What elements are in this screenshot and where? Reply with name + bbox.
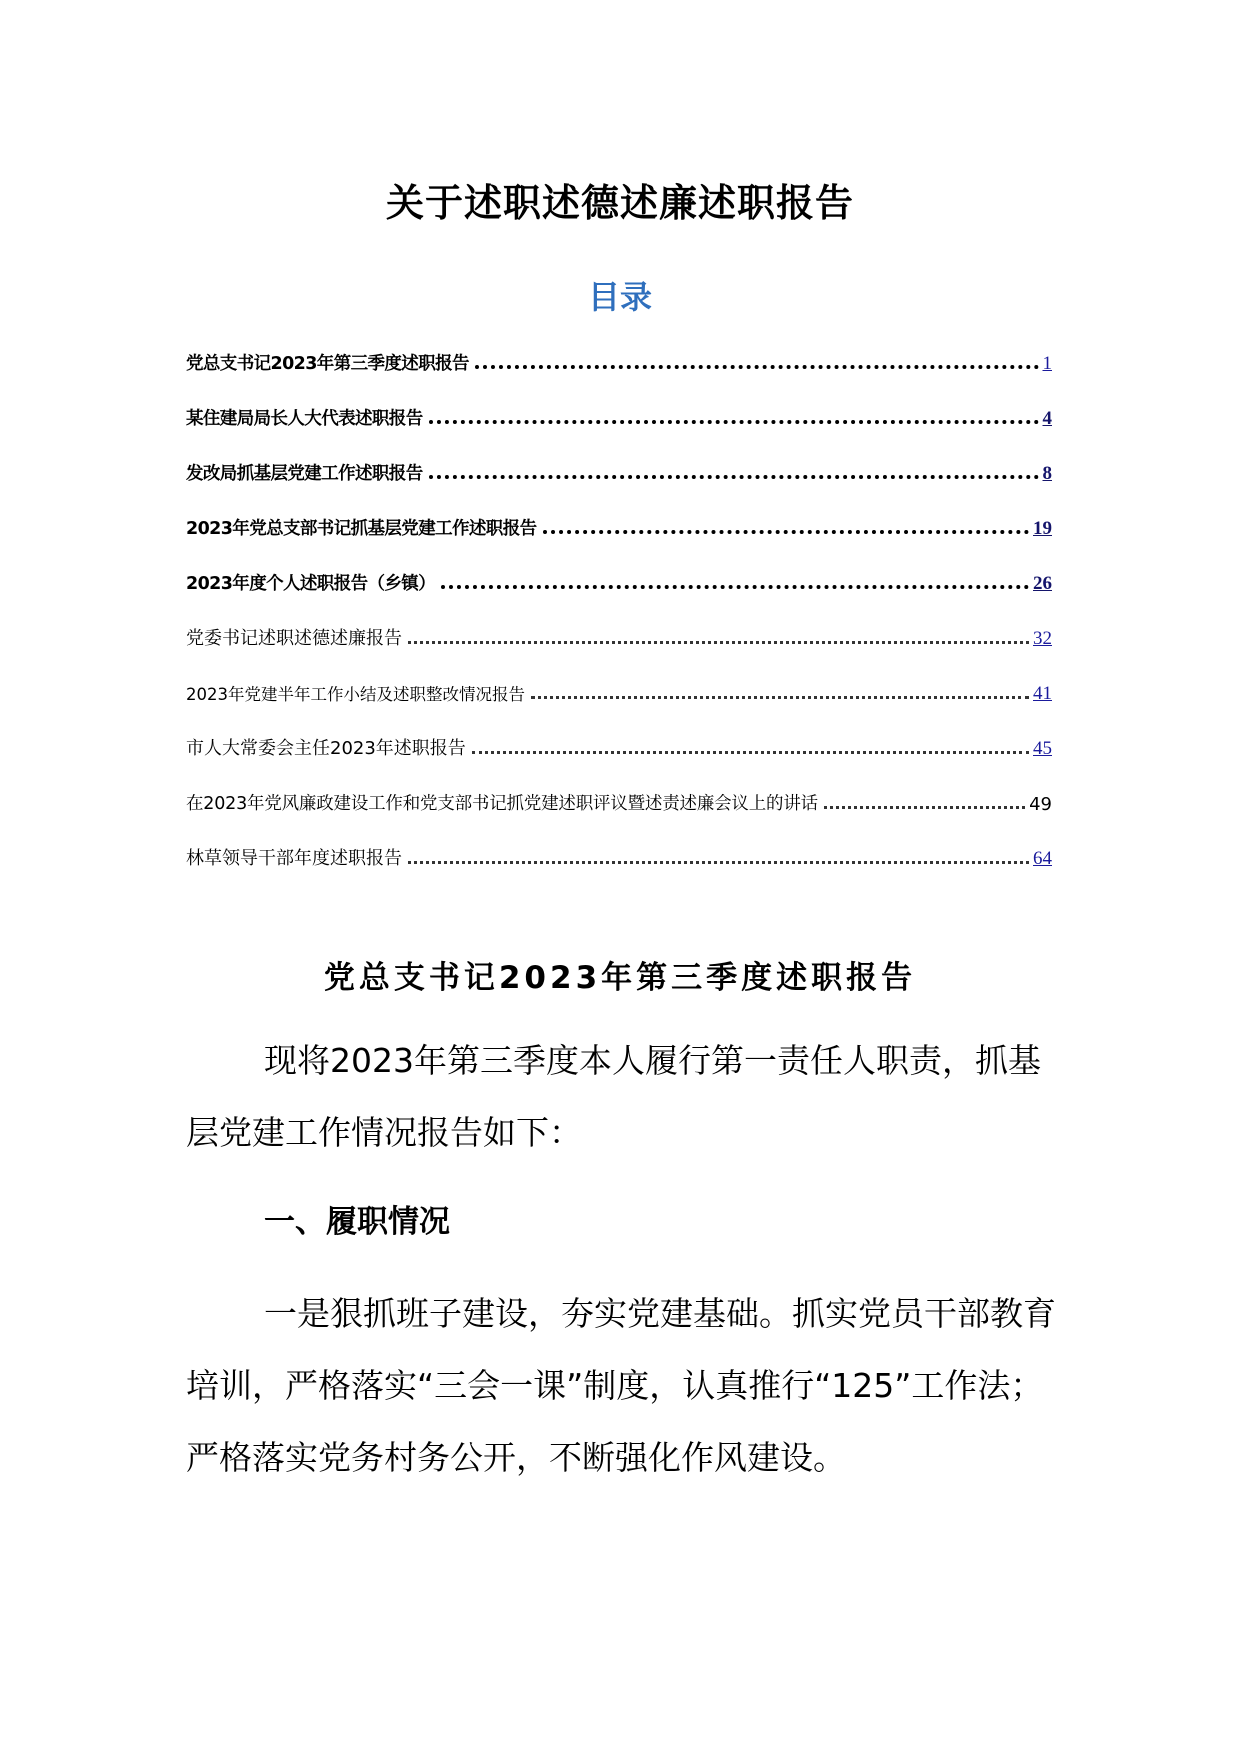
- toc-page-link[interactable]: 19: [1033, 518, 1052, 539]
- toc-entry-label: 发改局抓基层党建工作述职报告: [186, 464, 423, 484]
- section-subheading: 一、履职情况: [264, 1204, 450, 1240]
- toc-entry[interactable]: [186, 705, 1052, 760]
- toc-page-number: 49: [1029, 794, 1052, 815]
- toc-entry-label: 在2023年党风廉政建设工作和党支部书记抓党建述职评议暨述责述廉会议上的讲话: [186, 794, 818, 814]
- toc-leader-dots: [441, 585, 1029, 589]
- toc-leader-dots: [408, 861, 1029, 864]
- toc-leader-dots: [429, 420, 1039, 424]
- toc-leader-dots: [531, 696, 1029, 699]
- toc-leader-dots: [429, 475, 1039, 479]
- toc-leader-dots: [824, 806, 1025, 809]
- toc-entry-label: 某住建局局长人大代表述职报告: [186, 409, 423, 429]
- toc-page-link[interactable]: 32: [1033, 628, 1052, 649]
- table-of-contents: [186, 320, 1052, 870]
- toc-page-link[interactable]: 45: [1033, 738, 1052, 759]
- section-title: 党总支书记2023年第三季度述职报告: [323, 960, 917, 996]
- toc-entry-label: 2023年党总支部书记抓基层党建工作述职报告: [186, 519, 537, 539]
- toc-leader-dots: [475, 365, 1039, 369]
- document-title: 关于述职述德述廉述职报告: [385, 181, 854, 225]
- toc-entry[interactable]: [186, 320, 1052, 375]
- toc-page-link[interactable]: 41: [1033, 683, 1052, 704]
- toc-page-link[interactable]: 26: [1033, 573, 1052, 594]
- toc-entry-label: 党委书记述职述德述廉报告: [186, 628, 402, 649]
- toc-entry-label: 党总支书记2023年第三季度述职报告: [186, 354, 469, 374]
- toc-leader-dots: [472, 751, 1029, 754]
- toc-entry[interactable]: [186, 815, 1052, 870]
- toc-entry[interactable]: [186, 650, 1052, 705]
- toc-entry[interactable]: [186, 375, 1052, 430]
- toc-entry[interactable]: [186, 595, 1052, 650]
- intro-paragraph: 现将2023年第三季度本人履行第一责任人职责，抓基层党建工作情况报告如下：: [186, 1041, 1041, 1152]
- toc-entry-label: 2023年度个人述职报告（乡镇）: [186, 574, 436, 594]
- toc-page-link[interactable]: 8: [1042, 463, 1052, 484]
- toc-entry[interactable]: [186, 760, 1052, 815]
- toc-entry-label: 林草领导干部年度述职报告: [186, 848, 402, 869]
- toc-entry[interactable]: [186, 430, 1052, 485]
- toc-leader-dots: [408, 641, 1029, 644]
- toc-heading: 目录: [587, 278, 652, 316]
- toc-entry-label: 市人大常委会主任2023年述职报告: [186, 738, 466, 759]
- toc-leader-dots: [543, 530, 1029, 534]
- toc-page-link[interactable]: 1: [1042, 353, 1052, 374]
- toc-entry[interactable]: [186, 540, 1052, 595]
- body-paragraph: 一是狠抓班子建设，夯实党建基础。抓实党员干部教育培训，严格落实“三会一课”制度，认真推行“125”工作法；严格落实党务村务公开，不断强化作风建设。: [186, 1294, 1056, 1477]
- toc-page-link[interactable]: 64: [1033, 848, 1052, 869]
- toc-entry-label: 2023年党建半年工作小结及述职整改情况报告: [186, 685, 525, 704]
- toc-entry[interactable]: [186, 485, 1052, 540]
- toc-page-link[interactable]: 4: [1042, 408, 1052, 429]
